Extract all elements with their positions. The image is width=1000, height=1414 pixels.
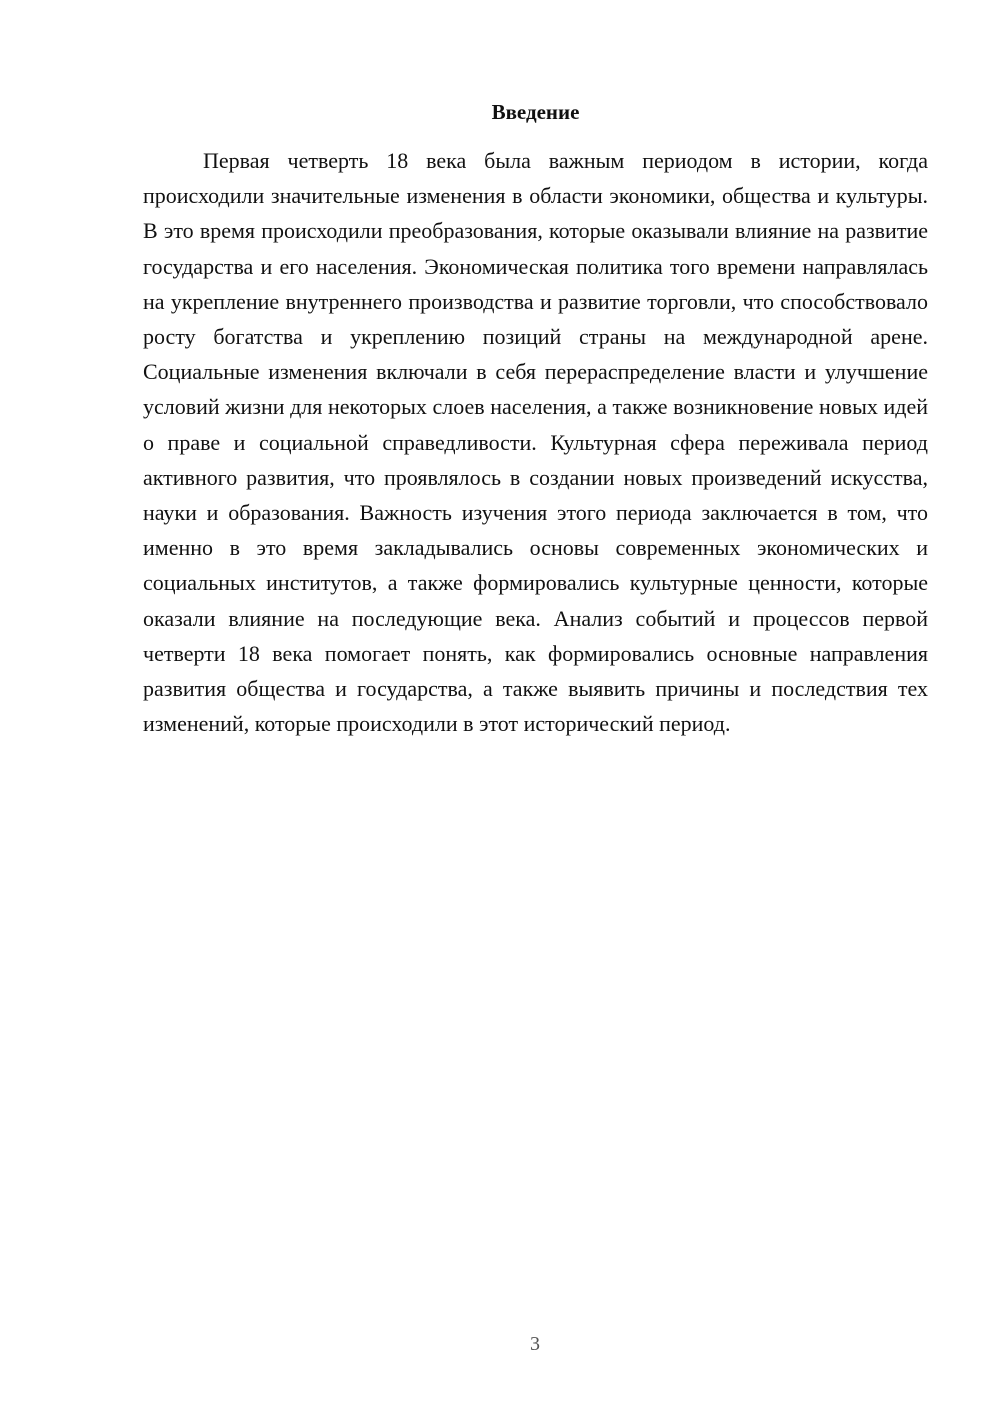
section-title: Введение (491, 100, 580, 124)
page-number: 3 (530, 1333, 540, 1355)
introduction-paragraph: Первая четверть 18 века была важным периодом в истории, когда происходили значительные изменения в области экономики, общества и культуры. В это время происходили преобразования, которые оказывали влияние на развитие государства и его населения. Экономическая политика того времени направлялась на укрепление внутреннего производства и развитие торговли, что способствовало росту богатства и укреплению позиций страны на международной арене. Социальные изменения включали в себя перераспределение власти и улучшение условий жизни для некоторых слоев населения, а также возникновение новых идей о праве и социальной справедливости. Культурная сфера переживала период активного развития, что проявлялось в создании новых произведений искусства, науки и образования. Важность изучения этого периода заключается в том, что именно в это время закладывались основы современных экономических и социальных институтов, а также формировались культурные ценности, которые оказали влияние на последующие века. Анализ событий и процессов первой четверти 18 века помогает понять, как формировались основные направления развития общества и государства, а также выявить причины и последствия тех изменений, которые происходили в этот исторический период. (143, 148, 928, 737)
